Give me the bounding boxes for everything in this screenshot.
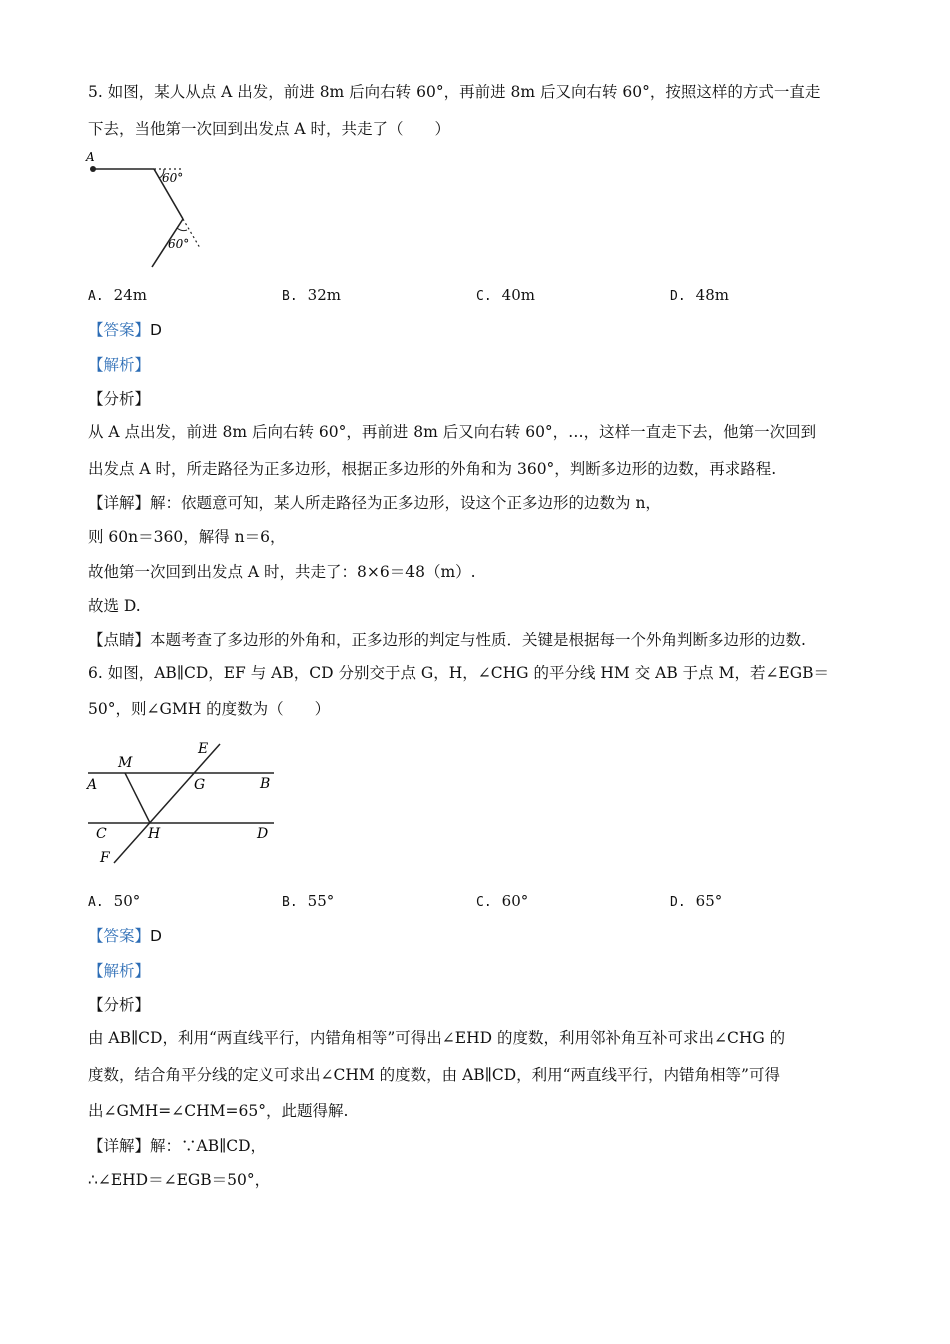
q6-fenxi-line2: 度数，结合角平分线的定义可求出∠CHM 的度数，由 AB∥CD，利用“两直线平行，内错角相等”可得 (88, 1066, 780, 1084)
q6-option-a-text: 50° (113, 892, 141, 910)
q5-fenxi-line2: 出发点 A 时，所走路径为正多边形，根据正多边形的外角和为 360°，判断多边形的边数，再求路程. (88, 460, 777, 478)
q6-option-c-text: 60° (501, 892, 529, 910)
q6-option-a-letter: A. (88, 895, 104, 910)
q6-xiangjie-line1 (88, 1136, 266, 1156)
q5-answer-line (88, 320, 162, 340)
q6-label-g: G (194, 777, 206, 793)
q5-xiangjie-tag: 【详解】 (88, 494, 151, 512)
q6-option-d-letter: D. (670, 895, 686, 910)
q6-stem-line2: 50°，则∠GMH 的度数为（ ） (88, 700, 331, 718)
q6-xiangjie-line2: ∴∠EHD＝∠EGB＝50°， (88, 1171, 271, 1189)
q5-xiangjie-text1: 解：依题意可知，某人所走路径为正多边形，设这个正多边形的边数为 n， (150, 494, 661, 512)
q5-angle-label-2: 60° (168, 237, 190, 251)
q5-xiangjie-line1 (88, 493, 661, 513)
q5-answer-tag: 【答案】 (88, 321, 151, 339)
q6-stem-line1: 6. 如图，AB∥CD，EF 与 AB，CD 分别交于点 G，H，∠CHG 的平分线 HM 交 AB 于点 M，若∠EGB＝ (88, 664, 830, 682)
q6-fenxi-line1: 由 AB∥CD，利用“两直线平行，内错角相等”可得出∠EHD 的度数，利用邻补角互补可求出∠CHG 的 (88, 1029, 786, 1047)
q6-fenxi-line3: 出∠GMH=∠CHM=65°，此题得解. (88, 1102, 349, 1120)
q5-option-a-letter: A. (88, 289, 104, 304)
q5-option-b-text: 32m (307, 286, 341, 304)
q5-option-d (670, 285, 729, 307)
q5-stem-line2: 下去，当他第一次回到出发点 A 时，共走了（ ） (88, 120, 451, 138)
q5-xiangjie-line4: 故选 D. (88, 597, 141, 615)
q6-label-f: F (100, 850, 110, 866)
q5-figure (80, 148, 210, 273)
q6-option-a (88, 891, 140, 913)
q6-label-h: H (148, 826, 161, 842)
q6-option-d-text: 65° (695, 892, 723, 910)
q5-option-b-letter: B. (282, 289, 298, 304)
q6-label-m: M (118, 755, 133, 771)
q5-option-a (88, 285, 147, 307)
q6-option-c (476, 891, 528, 913)
q6-option-c-letter: C. (476, 895, 492, 910)
q5-stem-line1: 5. 如图，某人从点 A 出发，前进 8m 后向右转 60°，再前进 8m 后又向右转 60°，按照这样的方式一直走 (88, 83, 821, 101)
q6-answer-tag: 【答案】 (88, 927, 151, 945)
q6-option-b-letter: B. (282, 895, 298, 910)
q5-option-b (282, 285, 341, 307)
q5-angle-label-1: 60° (162, 171, 184, 185)
q5-option-d-letter: D. (670, 289, 686, 304)
q5-dianjing-text: 本题考查了多边形的外角和，正多边形的判定与性质．关键是根据每一个外角判断多边形的边数. (150, 631, 806, 649)
q6-xiangjie-tag: 【详解】 (88, 1137, 151, 1155)
q5-option-c-letter: C. (476, 289, 492, 304)
q5-answer-value: D (150, 321, 162, 339)
q6-line-hm (125, 773, 150, 823)
q6-label-e: E (198, 741, 209, 757)
q5-option-d-text: 48m (695, 286, 729, 304)
q6-answer-line (88, 926, 162, 946)
q6-figure (84, 736, 284, 871)
q5-option-a-text: 24m (113, 286, 147, 304)
q6-label-a: A (87, 777, 98, 793)
q6-option-b (282, 891, 334, 913)
q6-option-b-text: 55° (307, 892, 335, 910)
q6-answer-value: D (150, 927, 162, 945)
q5-xiangjie-line3: 故他第一次回到出发点 A 时，共走了：8×6＝48（m）. (88, 563, 476, 581)
q5-angle-arc-2 (177, 228, 187, 231)
q6-label-c: C (96, 826, 107, 842)
q5-jiexi-tag: 【解析】 (88, 356, 151, 374)
q6-option-d (670, 891, 722, 913)
q5-xiangjie-line2: 则 60n＝360，解得 n＝6， (88, 528, 286, 546)
q5-fenxi-tag: 【分析】 (88, 390, 151, 408)
q5-dianjing-line (88, 630, 806, 650)
q6-label-b: B (260, 776, 271, 792)
q5-option-c-text: 40m (501, 286, 535, 304)
q5-option-c (476, 285, 535, 307)
q6-xiangjie-text1: 解：∵AB∥CD， (150, 1137, 267, 1155)
q6-jiexi-tag: 【解析】 (88, 962, 151, 980)
q6-label-d: D (257, 826, 269, 842)
q5-dianjing-tag: 【点睛】 (88, 631, 151, 649)
q5-fenxi-line1: 从 A 点出发，前进 8m 后向右转 60°，再前进 8m 后又向右转 60°，…，这样一直走下去，他第一次回到 (88, 423, 817, 441)
q6-fenxi-tag: 【分析】 (88, 996, 151, 1014)
q5-label-a: A (86, 150, 95, 164)
